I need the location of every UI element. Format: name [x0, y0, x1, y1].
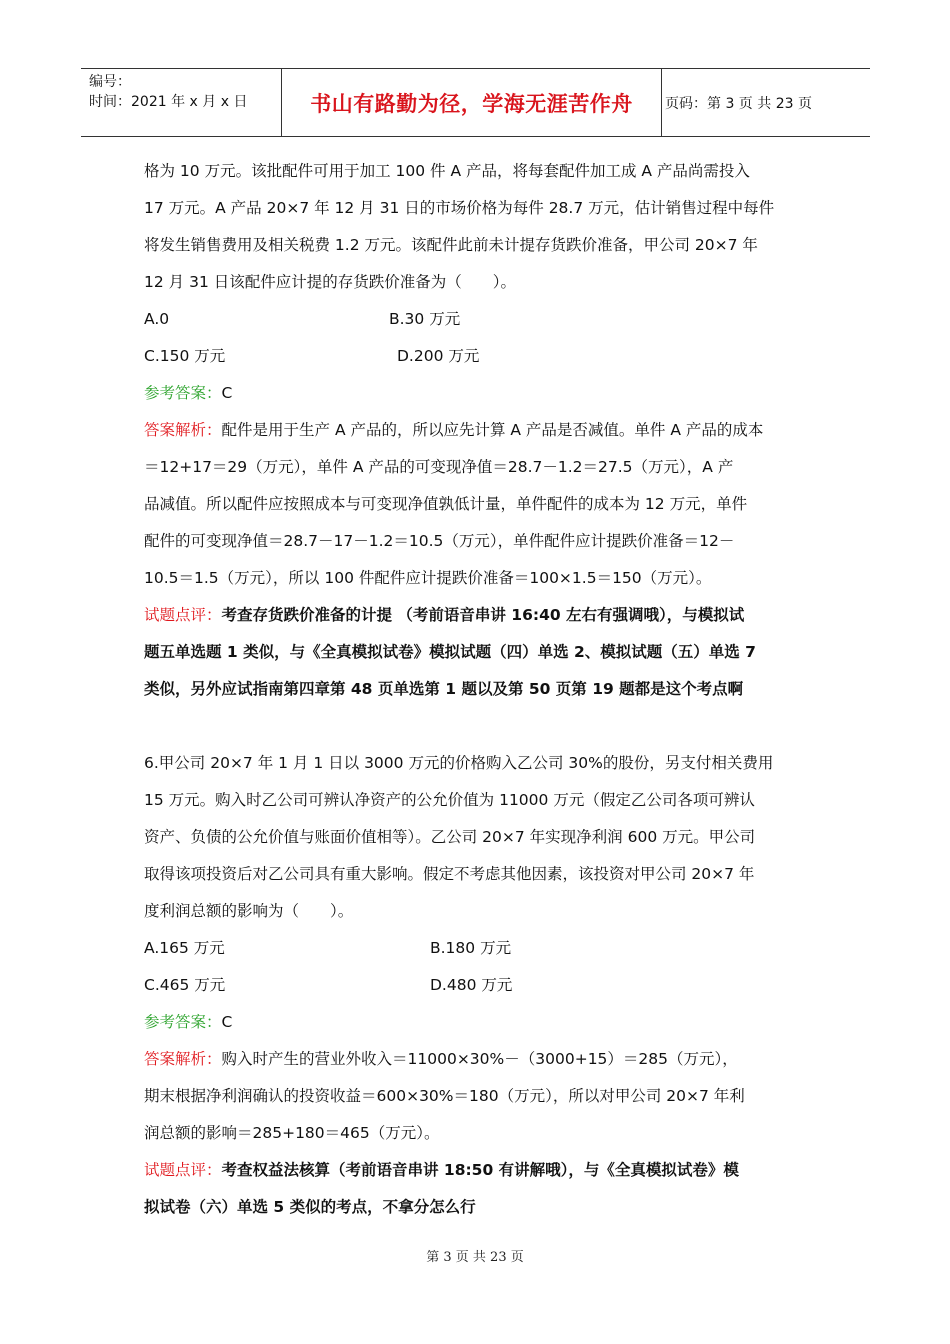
- q5-options-row-1: [144, 301, 808, 338]
- q5-options-row-2: [144, 338, 808, 375]
- q5-option-c: C.150 万元: [144, 347, 226, 365]
- header-page-info: 页码：第 3 页 共 23 页: [665, 95, 812, 112]
- analysis-label: 答案解析：: [144, 1050, 222, 1068]
- answer-label: 参考答案：: [144, 1013, 222, 1031]
- header-motto: 书山有路勤为径，学海无涯苦作舟: [282, 69, 662, 136]
- page-footer: 第 3 页 共 23 页: [426, 1250, 524, 1265]
- q6-analysis-line: [144, 1041, 808, 1078]
- q6-option-a: A.165 万元: [144, 939, 225, 957]
- q6-comment-line: [144, 1152, 808, 1189]
- q5-comment: [144, 597, 808, 708]
- q5-answer: [144, 375, 808, 412]
- section-spacer: [144, 708, 808, 745]
- q5-stem: [144, 153, 808, 301]
- q5-option-a: A.0: [144, 310, 170, 328]
- analysis-label: 答案解析：: [144, 421, 222, 439]
- q6-stem: [144, 745, 808, 930]
- document-body: [144, 153, 808, 1226]
- q6-analysis-line: 期末根据净利润确认的投资收益＝600×30%＝180（万元），所以对甲公司 20×7 年利: [144, 1087, 745, 1105]
- q5-analysis-line: 配件的可变现净值＝28.7－17－1.2＝10.5（万元），单件配件应计提跌价准备＝12－: [144, 532, 735, 550]
- q5-comment-line: 类似，另外应试指南第四章第 48 页单选第 1 题以及第 50 页第 19 题都是这个考点啊: [144, 680, 744, 698]
- q5-stem-line: 格为 10 万元。该批配件可用于加工 100 件 A 产品，将每套配件加工成 A 产品尚需投入: [144, 162, 750, 180]
- q5-analysis-line: 品减值。所以配件应按照成本与可变现净值孰低计量，单件配件的成本为 12 万元，单件: [144, 495, 748, 513]
- analysis-text: 购入时产生的营业外收入＝11000×30%－（3000+15）＝285（万元），: [221, 1050, 738, 1068]
- q6-stem-line: 取得该项投资后对乙公司具有重大影响。假定不考虑其他因素，该投资对甲公司 20×7 年: [144, 865, 755, 883]
- q5-analysis: [144, 412, 808, 597]
- comment-text: 考查权益法核算（考前语音串讲 18:50 有讲解哦），与《全真模拟试卷》模: [221, 1161, 739, 1179]
- q6-analysis: [144, 1041, 808, 1152]
- doc-number-label: 编号：: [89, 74, 131, 90]
- q6-stem-line: 资产、负债的公允价值与账面价值相等）。乙公司 20×7 年实现净利润 600 万元。甲公司: [144, 828, 756, 846]
- q6-options-row-2: [144, 967, 808, 1004]
- answer-value: C: [221, 384, 233, 402]
- q5-comment-line: [144, 597, 808, 634]
- q6-option-d: D.480 万元: [430, 976, 513, 994]
- q5-stem-line: 17 万元。A 产品 20×7 年 12 月 31 日的市场价格为每件 28.7 万元，估计销售过程中每件: [144, 199, 775, 217]
- q6-analysis-line: 润总额的影响＝285+180＝465（万元）。: [144, 1124, 440, 1142]
- q5-stem-line: 12 月 31 日该配件应计提的存货跌价准备为（ ）。: [144, 273, 516, 291]
- q6-comment: [144, 1152, 808, 1226]
- q5-analysis-line: ＝12+17＝29（万元），单件 A 产品的可变现净值＝28.7－1.2＝27.5（万元），A 产: [144, 458, 734, 476]
- q5-comment-line: 题五单选题 1 类似，与《全真模拟试卷》模拟试题（四）单选 2、模拟试题（五）单选 7: [144, 643, 756, 661]
- header-meta: [81, 69, 282, 136]
- answer-label: 参考答案：: [144, 384, 222, 402]
- q5-analysis-line: [144, 412, 808, 449]
- comment-label: 试题点评：: [144, 606, 222, 624]
- comment-label: 试题点评：: [144, 1161, 222, 1179]
- page-header: [81, 68, 870, 137]
- q6-comment-line: 拟试卷（六）单选 5 类似的考点，不拿分怎么行: [144, 1198, 476, 1216]
- q5-analysis-line: 10.5＝1.5（万元），所以 100 件配件应计提跌价准备＝100×1.5＝150（万元）。: [144, 569, 712, 587]
- q6-stem-line: 6.甲公司 20×7 年 1 月 1 日以 3000 万元的价格购入乙公司 30%的股份，另支付相关费用: [144, 754, 774, 772]
- answer-value: C: [221, 1013, 233, 1031]
- q6-stem-line: 度利润总额的影响为（ ）。: [144, 902, 354, 920]
- q5-stem-line: 将发生销售费用及相关税费 1.2 万元。该配件此前未计提存货跌价准备，甲公司 20×7 年: [144, 236, 758, 254]
- q5-option-b: B.30 万元: [389, 310, 461, 328]
- q6-option-b: B.180 万元: [430, 939, 512, 957]
- q6-options-row-1: [144, 930, 808, 967]
- q6-option-c: C.465 万元: [144, 976, 226, 994]
- q5-option-d: D.200 万元: [397, 347, 480, 365]
- analysis-text: 配件是用于生产 A 产品的，所以应先计算 A 产品是否减值。单件 A 产品的成本: [221, 421, 764, 439]
- doc-date-label: 时间：2021 年 x 月 x 日: [89, 94, 248, 110]
- comment-text: 考查存货跌价准备的计提 （考前语音串讲 16:40 左右有强调哦），与模拟试: [221, 606, 745, 624]
- q6-stem-line: 15 万元。购入时乙公司可辨认净资产的公允价值为 11000 万元（假定乙公司各项可辨认: [144, 791, 755, 809]
- q6-answer: [144, 1004, 808, 1041]
